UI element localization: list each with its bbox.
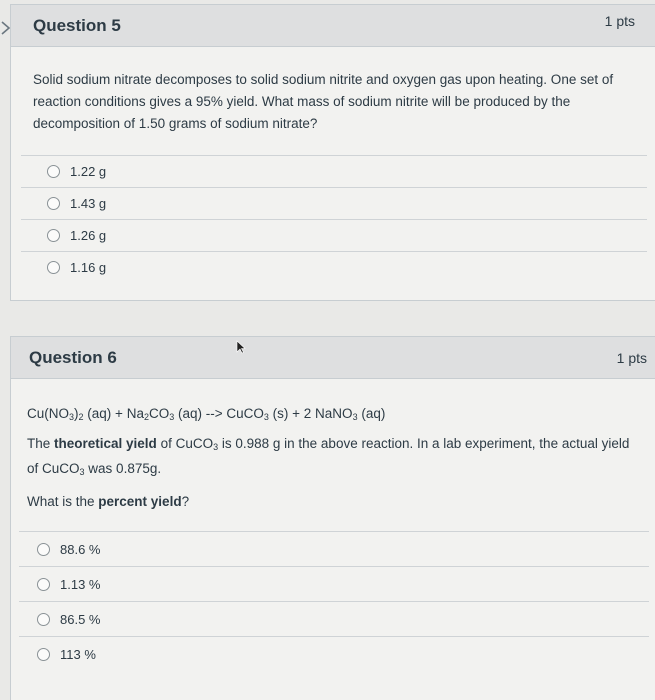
question-stem: The theoretical yield of CuCO$_3$ is 0.988 g in the above reaction. In a lab experiment, the actual yield of CuCO$_3$ was 0.875g. <box>27 436 630 477</box>
answer-list <box>11 531 655 671</box>
answer-option[interactable] <box>21 219 647 251</box>
answer-option[interactable] <box>19 601 649 636</box>
mouse-cursor-icon <box>236 340 246 354</box>
answer-option[interactable] <box>19 636 649 671</box>
question-6-card <box>10 336 655 700</box>
question-5-card <box>10 4 655 301</box>
answer-label[interactable]: 1.43 g <box>70 196 107 211</box>
reaction-equation: $Cu(NO_3)_2$ $(aq) + Na_2CO_3$ (aq) --> CuCO$_3$ (s) + 2 NaNO$_3$ (aq) <box>27 406 386 422</box>
radio-button[interactable] <box>47 261 60 274</box>
answer-list <box>11 155 655 283</box>
question-title: Question 6 <box>29 347 117 367</box>
radio-button[interactable] <box>47 197 60 210</box>
radio-button[interactable] <box>47 165 60 178</box>
question-6-header <box>11 337 655 379</box>
answer-label[interactable]: 1.22 g <box>70 164 107 179</box>
answer-label[interactable]: 113 % <box>60 646 96 662</box>
answer-label[interactable]: 86.5 % <box>60 611 101 627</box>
radio-button[interactable] <box>37 543 50 556</box>
question-prompt: What is the percent yield? <box>27 494 190 509</box>
answer-label[interactable]: 1.26 g <box>70 228 107 243</box>
radio-button[interactable] <box>37 578 50 591</box>
question-points: 1 pts <box>616 349 647 366</box>
question-5-header <box>11 5 655 47</box>
answer-option[interactable] <box>21 251 647 283</box>
answer-option[interactable] <box>21 187 647 219</box>
answer-label[interactable]: 88.6 % <box>60 541 101 557</box>
answer-option[interactable] <box>19 531 649 566</box>
radio-button[interactable] <box>47 229 60 242</box>
radio-button[interactable] <box>37 613 50 626</box>
question-stem: Solid sodium nitrate decomposes to solid sodium nitrite and oxygen gas upon heating. One set of reaction conditions gives a 95% yield. What mass of sodium nitrite will be produced by the decomposition of 1.50 grams of sodium nitrate? <box>33 72 614 131</box>
question-title: Question 5 <box>33 15 121 35</box>
question-points: 1 pts <box>604 12 635 29</box>
answer-option[interactable] <box>21 155 647 187</box>
radio-button[interactable] <box>37 648 50 661</box>
answer-label[interactable]: 1.16 g <box>70 260 107 275</box>
answer-option[interactable] <box>19 566 649 601</box>
answer-label[interactable]: 1.13 % <box>60 576 101 592</box>
